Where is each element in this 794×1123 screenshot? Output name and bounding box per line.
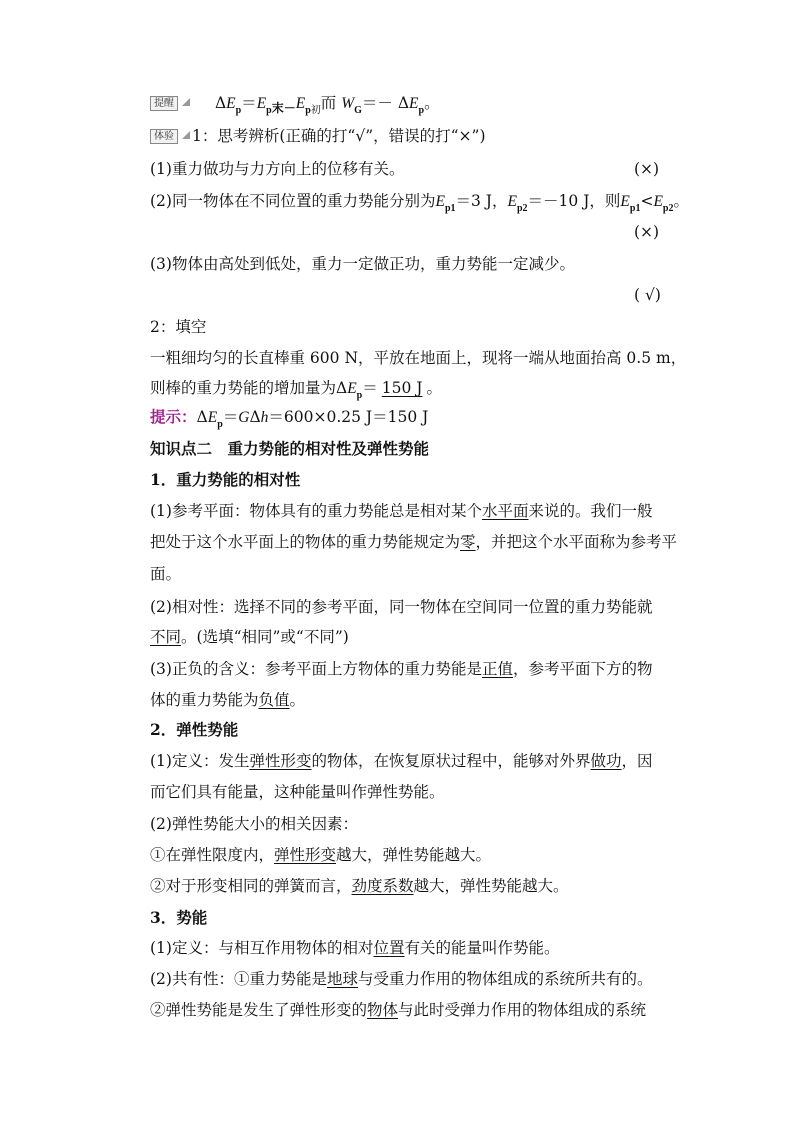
section-1-p2-line1: (2)相对性：选择不同的参考平面，同一物体在空间同一位置的重力势能就 <box>150 598 653 616</box>
tag-corner-icon <box>182 98 190 106</box>
fill-line-1: 一粗细均匀的长直棒重 600 N，平放在地面上，现将一端从地面抬高 0.5 m， <box>150 349 687 367</box>
section-2-p2: (2)弹性势能大小的相关因素： <box>150 815 358 833</box>
fill-answer: 150 J <box>381 379 423 397</box>
fill-line-2: 则棒的重力势能的增加量为$\Delta E_p= 150$ J 。 <box>150 379 442 401</box>
knowledge-point-2-heading: 知识点二 重力势能的相对性及弹性势能 <box>150 439 430 458</box>
section-1-title: 1．重力势能的相对性 <box>150 470 301 489</box>
section-1-p3-line2: 体的重力势能为负值。 <box>150 691 306 709</box>
question-1: (1)重力做功与力方向上的位移有关。 <box>150 160 405 178</box>
hint-tag: 提醒 <box>150 96 178 111</box>
question-2-mark: (×) <box>634 223 660 241</box>
hint-line: 提醒 $\Delta E_p=E_{p末-}E_{p初}$而 $W_G=- \Delta E_p$。 <box>150 92 440 117</box>
question-1-mark: (×) <box>634 160 660 178</box>
section-1-p1-line1: (1)参考平面：物体具有的重力势能总是相对某个水平面来说的。我们一般 <box>150 502 653 520</box>
section-1-p1-line2: 把处于这个水平面上的物体的重力势能规定为零，并把这个水平面称为参考平 <box>150 533 678 551</box>
section-3-title: 3．势能 <box>150 908 208 927</box>
section-3-p2: (2)共有性：①重力势能是地球与受重力作用的物体组成的系统所共有的。 <box>150 970 653 988</box>
section-2-p4: ②对于形变相同的弹簧而言，劲度系数越大，弹性势能越大。 <box>150 877 569 895</box>
tip-line: 提示：$\Delta E_p=G\Delta h=600\times 0.25$ J＝150 J <box>150 407 429 430</box>
question-2: (2)同一物体在不同位置的重力势能分别为$E_{p1}=3$ J，$E_{p2}=-10$ J，则$E_{p1}<E_{p2}$。 <box>150 192 689 214</box>
question-3: (3)物体由高处到低处，重力一定做正功，重力势能一定减少。 <box>150 255 575 273</box>
section-2-p1-line1: (1)定义：发生弹性形变的物体，在恢复原状过程中，能够对外界做功，因 <box>150 752 653 770</box>
section-1-p1-line3: 面。 <box>150 565 182 583</box>
section-3-p3: ②弹性势能是发生了弹性形变的物体与此时受弹力作用的物体组成的系统 <box>150 1001 647 1019</box>
section-2-p3: ①在弹性限度内，弹性形变越大，弹性势能越大。 <box>150 846 492 864</box>
section-2-p1-line2: 而它们具有能量，这种能量叫作弹性势能。 <box>150 783 445 801</box>
question-3-mark: ( √) <box>634 286 661 304</box>
section-2-title: 2．弹性势能 <box>150 720 239 739</box>
fill-title: 2：填空 <box>150 318 207 336</box>
section-3-p1: (1)定义：与相互作用物体的相对位置有关的能量叫作势能。 <box>150 939 560 957</box>
experience-line <box>150 125 486 147</box>
section-1-p3-line1: (3)正负的含义：参考平面上方物体的重力势能是正值，参考平面下方的物 <box>150 660 653 678</box>
experience-title: 1：思考辨析(正确的打“√”，错误的打“×”) <box>192 127 486 145</box>
tip-label: 提示： <box>150 407 197 426</box>
experience-tag: 体验 <box>150 129 178 144</box>
section-1-p2-line2: 不同。(选填“相同”或“不同”) <box>150 628 349 646</box>
tag-corner-icon <box>182 131 190 139</box>
